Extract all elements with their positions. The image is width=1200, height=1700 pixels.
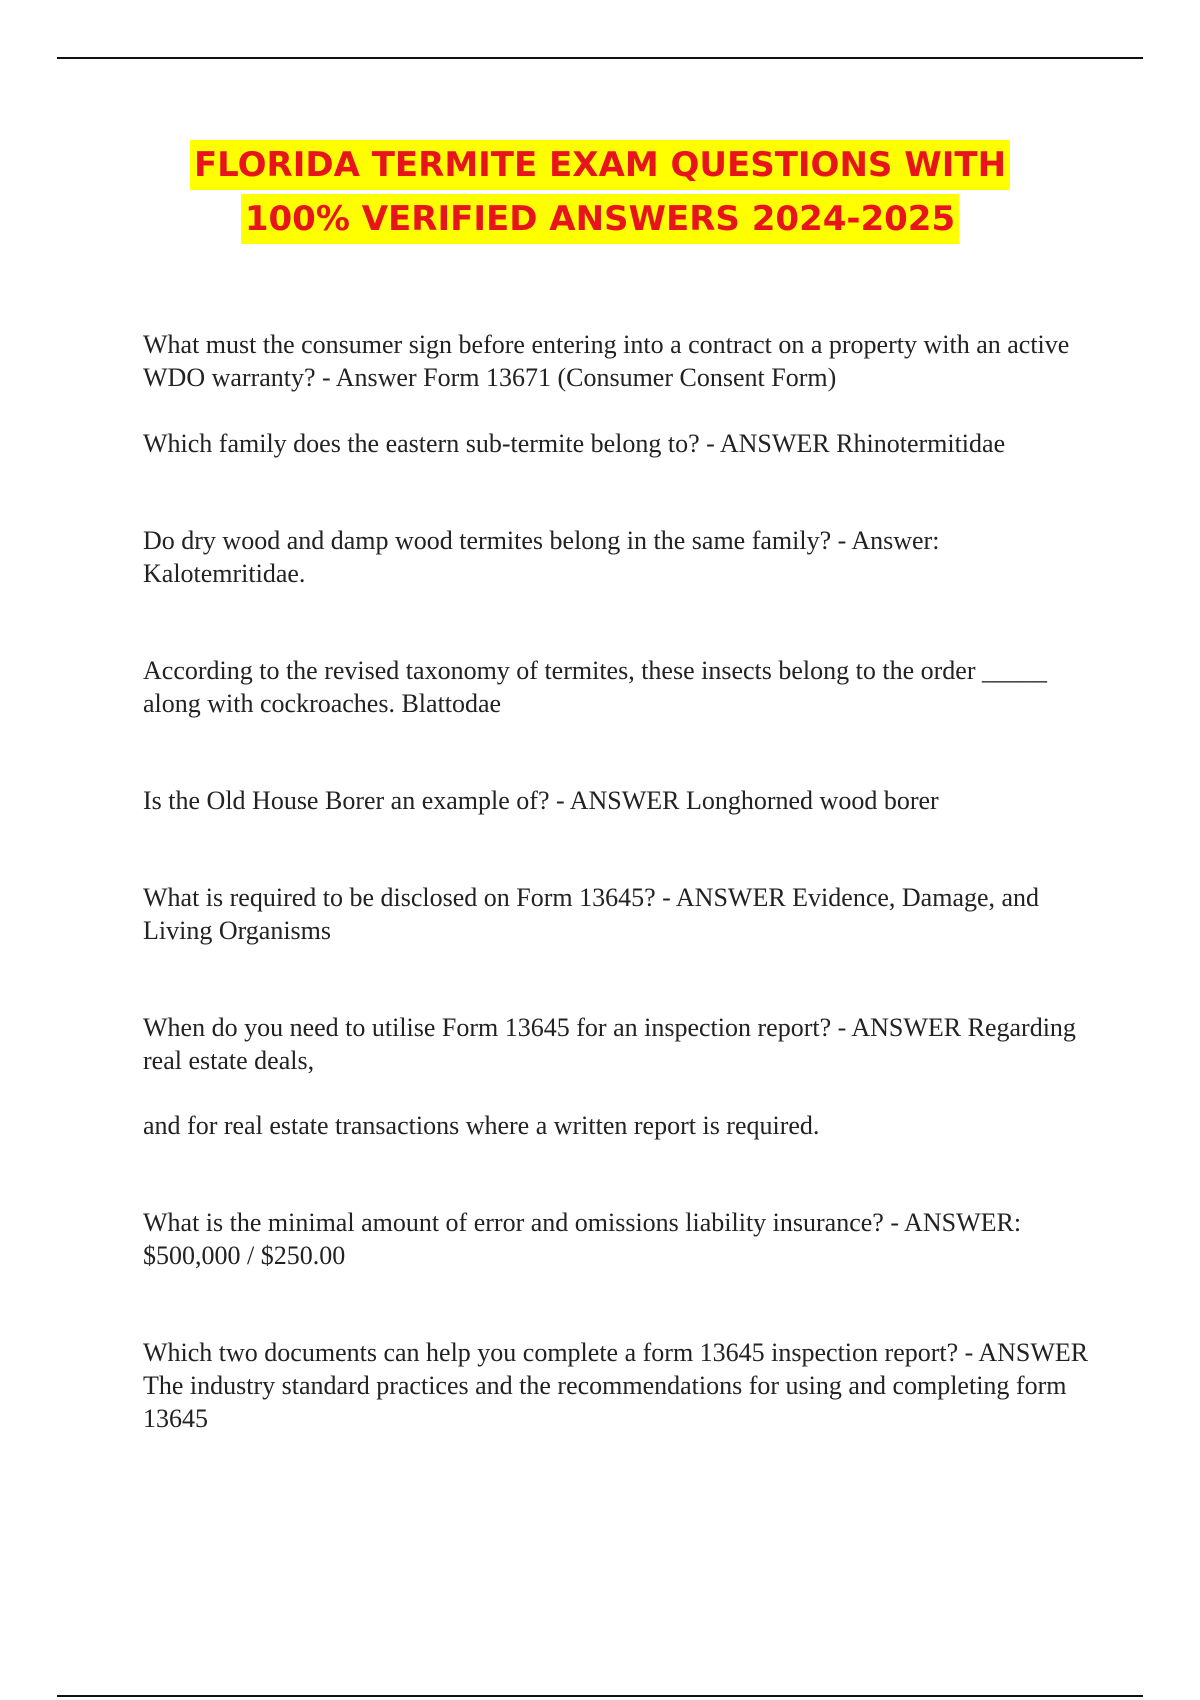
qa-item-10: Which two documents can help you complete a form 13645 inspection report? - ANSWER The industry standard practices and the recommendations for using and completing form 13645 [143,1338,1089,1433]
qa-item-4: According to the revised taxonomy of termites, these insects belong to the order _____ along with cockroaches. Blattodae [143,656,1047,718]
bottom-rule [57,1695,1143,1697]
qa-item-3: Do dry wood and damp wood termites belong in the same family? - Answer: Kalotemritidae. [143,526,940,588]
document-title [0,140,1200,248]
qa-item-5: Is the Old House Borer an example of? - ANSWER Longhorned wood borer [143,786,939,815]
qa-item-1: What must the consumer sign before entering into a contract on a property with an active WDO warranty? - Answer Form 13671 (Consumer Consent Form) [143,330,1070,392]
qa-item-6: What is required to be disclosed on Form 13645? - ANSWER Evidence, Damage, and Living Organisms [143,883,1040,945]
qa-item-9: What is the minimal amount of error and omissions liability insurance? - ANSWER: $500,000 / $250.00 [143,1208,1022,1270]
top-rule [57,57,1143,59]
title-line-1: FLORIDA TERMITE EXAM QUESTIONS WITH [190,140,1010,190]
qa-item-8: and for real estate transactions where a written report is required. [143,1111,820,1140]
title-line-2: 100% VERIFIED ANSWERS 2024-2025 [241,194,959,244]
qa-item-7: When do you need to utilise Form 13645 for an inspection report? - ANSWER Regarding real estate deals, [143,1013,1076,1075]
qa-item-2: Which family does the eastern sub-termite belong to? - ANSWER Rhinotermitidae [143,429,1006,458]
